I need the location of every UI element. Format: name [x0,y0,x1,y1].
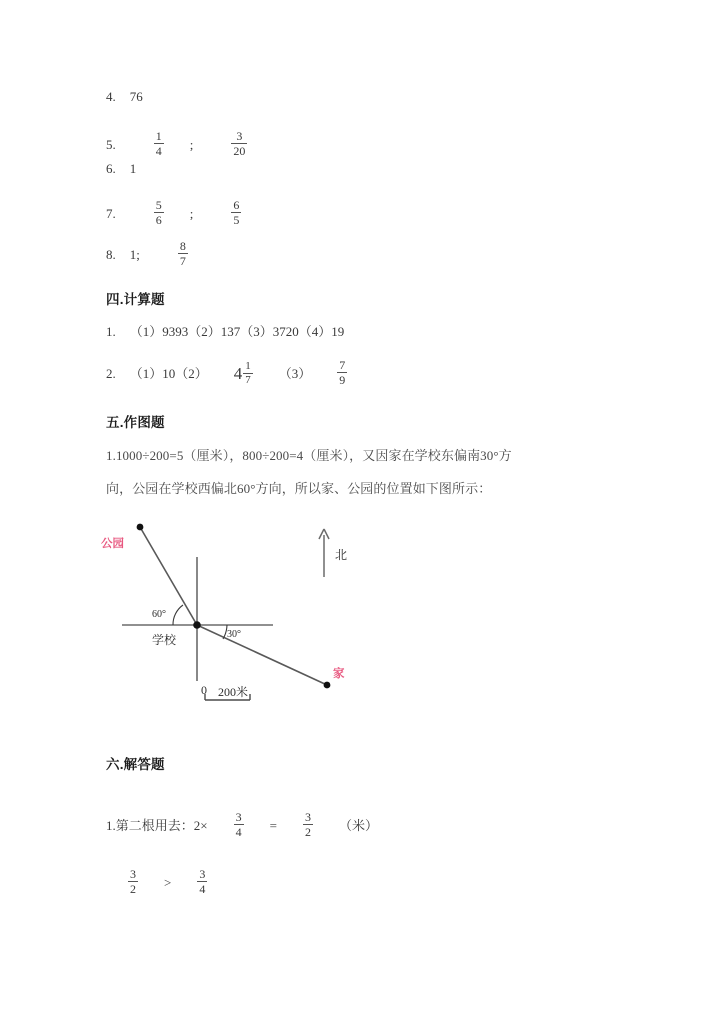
comparison-fraction-right [197,868,207,895]
fraction-numerator: 1 [155,129,162,143]
fraction-numerator: 5 [155,198,162,212]
comparison-fraction-left [128,868,138,895]
fraction-denominator: 9 [339,373,346,387]
answer-8-number: 8. [106,247,116,262]
angle-arc-60 [173,605,183,625]
ray-to-home [197,625,327,685]
mixed-whole-part: 4 [233,364,243,383]
scale-zero-label: 0 [201,683,207,697]
answer-7-fraction-2 [231,199,241,226]
section-four-item-2 [106,360,347,387]
school-label: 学校 [152,633,177,647]
fraction-denominator: 5 [233,213,240,227]
answer-7-number: 7. [106,206,116,221]
answer-8-fraction [178,240,188,267]
section-six-fraction-three-halves [303,811,313,838]
answer-4-number: 4. [106,89,116,104]
item-number: 1. [106,818,116,833]
section-four-item-1 [106,325,344,338]
fraction-denominator: 7 [179,254,186,268]
answer-5-fraction-1 [154,130,164,157]
answer-item-8 [106,241,188,268]
item-number: 2. [106,366,116,381]
fraction-denominator: 2 [304,825,311,839]
fraction-numerator: 3 [236,129,243,143]
section-four-fraction-seven-ninths [337,359,347,386]
section-six-fraction-three-fourths [234,811,244,838]
scale-value-label: 200米 [218,685,249,699]
answer-5-fraction-2 [231,130,247,157]
fraction-denominator: 4 [199,882,206,896]
fraction-numerator: 6 [233,198,240,212]
item-middle: （3） [278,366,312,381]
answer-7-fraction-1 [154,199,164,226]
answer-item-5 [106,131,247,158]
fraction-numerator: 3 [304,810,311,824]
answer-5-number: 5. [106,137,116,152]
park-point-dot [137,524,144,531]
fraction-numerator: 1 [245,360,251,372]
park-label: 公园 [101,538,124,550]
unit-label: （米） [338,818,378,833]
direction-position-diagram [95,505,395,720]
answer-6-number: 6. [106,161,116,176]
item-prefix: （1）10（2） [129,366,208,381]
fraction-denominator: 6 [155,213,162,227]
equals-sign: = [269,818,277,833]
section-heading-six: 六.解答题 [106,757,165,772]
fraction-numerator: 3 [235,810,242,824]
fraction-denominator: 4 [155,144,162,158]
fraction-denominator: 2 [130,882,136,896]
answer-item-7 [106,200,241,227]
ray-to-park [140,527,197,625]
section-heading-four: 四.计算题 [106,292,165,307]
item-text-prefix: 第二根用去：2× [115,818,208,833]
fraction-numerator: 3 [130,867,136,881]
item-number: 1. [106,324,116,339]
section-five-paragraph-line-2: 向，公园在学校西偏北60°方向，所以家、公园的位置如下图所示： [106,481,492,496]
angle-label-60: 60° [152,609,166,620]
item-text: （1）9393（2）137（3）3720（4）19 [129,324,345,339]
mixed-number-four-one-seventh [234,361,253,386]
fraction-denominator: 7 [245,374,251,386]
section-six-item-1 [106,812,378,839]
answer-item-4 [106,90,143,103]
fraction-numerator: 8 [179,239,186,253]
fraction-denominator: 20 [233,144,246,158]
school-point-dot [193,621,201,629]
section-six-comparison [128,869,207,896]
comparator-sign: > [164,875,172,890]
fraction-numerator: 7 [339,358,346,372]
angle-label-30: 30° [227,629,241,640]
section-five-paragraph-line-1: 1.1000÷200=5（厘米），800÷200=4（厘米），又因家在学校东偏南30°方 [106,448,512,463]
answer-item-6 [106,162,136,175]
home-point-dot [324,682,331,689]
answer-6-value: 1 [129,161,137,176]
north-label: 北 [335,548,348,562]
answer-4-value: 76 [129,89,143,104]
fraction-denominator: 4 [235,825,242,839]
answer-7-separator: ; [189,206,194,221]
answer-5-separator: ; [189,137,194,152]
answer-8-value: 1; [129,247,140,262]
home-label: 家 [333,668,345,680]
mixed-fraction-part [243,361,253,386]
section-heading-five: 五.作图题 [106,415,165,430]
fraction-numerator: 3 [199,867,206,881]
